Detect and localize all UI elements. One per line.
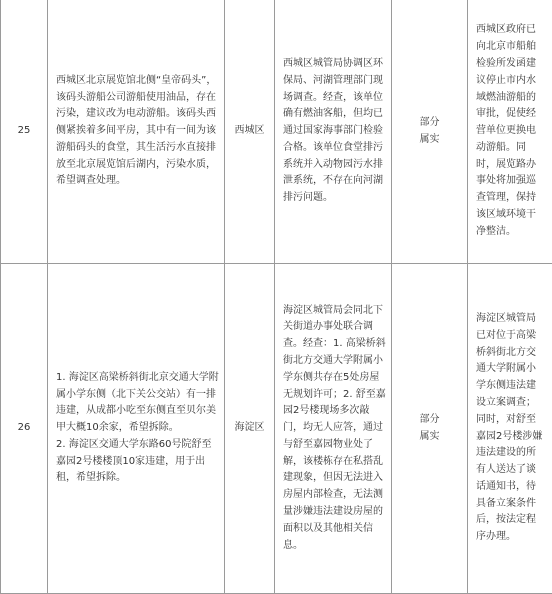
status-cell (392, 0, 468, 264)
district-cell: 西城区 (225, 0, 275, 264)
status-line: 属实 (392, 429, 467, 446)
handling-action: 西城区政府已向北京市船舶检验所发函建议停止市内水域燃油游船的审批，促使经营单位更换电动游船。同时，展览路办事处将加强巡查管理，保持该区域环境干净整洁。 (468, 0, 552, 264)
district-cell: 海淀区 (225, 264, 275, 594)
status-line: 部分 (392, 115, 467, 132)
status-line: 部分 (392, 412, 467, 429)
status-cell (392, 264, 468, 594)
row-number: 26 (1, 264, 48, 594)
complaint-content: 西城区北京展览馆北侧“皇帝码头”，该码头游船公司游船使用油品，存在污染，建议改为电动游船。该码头西侧紧挨着多间平房，其中有一间为该游船码头的食堂，其生活污水直接排放至北京展览馆后湖内，污染水质，希望调查处理。 (48, 0, 225, 264)
table-row (1, 264, 552, 594)
complaint-item: 2. 海淀区交通大学东路60号院舒至嘉园2号楼楼顶10家违建，用于出租，希望拆除。 (56, 437, 219, 487)
verification-result: 西城区城管局协调区环保局、河湖管理部门现场调查。经查，该单位确有燃油客船，但均已通过国家海事部门检验合格。该单位食堂排污系统并入动物园污水排泄系统，不存在向河湖排污问题。 (275, 0, 392, 264)
verification-result: 海淀区城管局会同北下关街道办事处联合调查。经查：1. 高梁桥斜街北方交通大学附属小学东侧共存在5处房屋无规划许可；2. 舒至嘉园2号楼现场多次敲门，均无人应答，通过与舒至嘉园物业处了解，该楼栋存在私搭乱建现象，但因无法进入房屋内部检查，无法测量涉嫌违法建设房屋的面积以及其他相关信息。 (275, 264, 392, 594)
status-line: 属实 (392, 132, 467, 149)
complaint-item: 1. 海淀区高梁桥斜街北京交通大学附属小学东侧（北下关公交站）有一排违建，从成都小吃至东侧直至贝尔美甲大概10余家，希望拆除。 (56, 370, 219, 437)
table-row (1, 0, 552, 264)
row-number: 25 (1, 0, 48, 264)
handling-action: 海淀区城管局已对位于高梁桥斜街北方交通大学附属小学东侧违法建设立案调查；同时，对舒至嘉园2号楼涉嫌违法建设的所有人送达了谈话通知书，待具备立案条件后，按法定程序办理。 (468, 264, 552, 594)
complaint-content (48, 264, 225, 594)
